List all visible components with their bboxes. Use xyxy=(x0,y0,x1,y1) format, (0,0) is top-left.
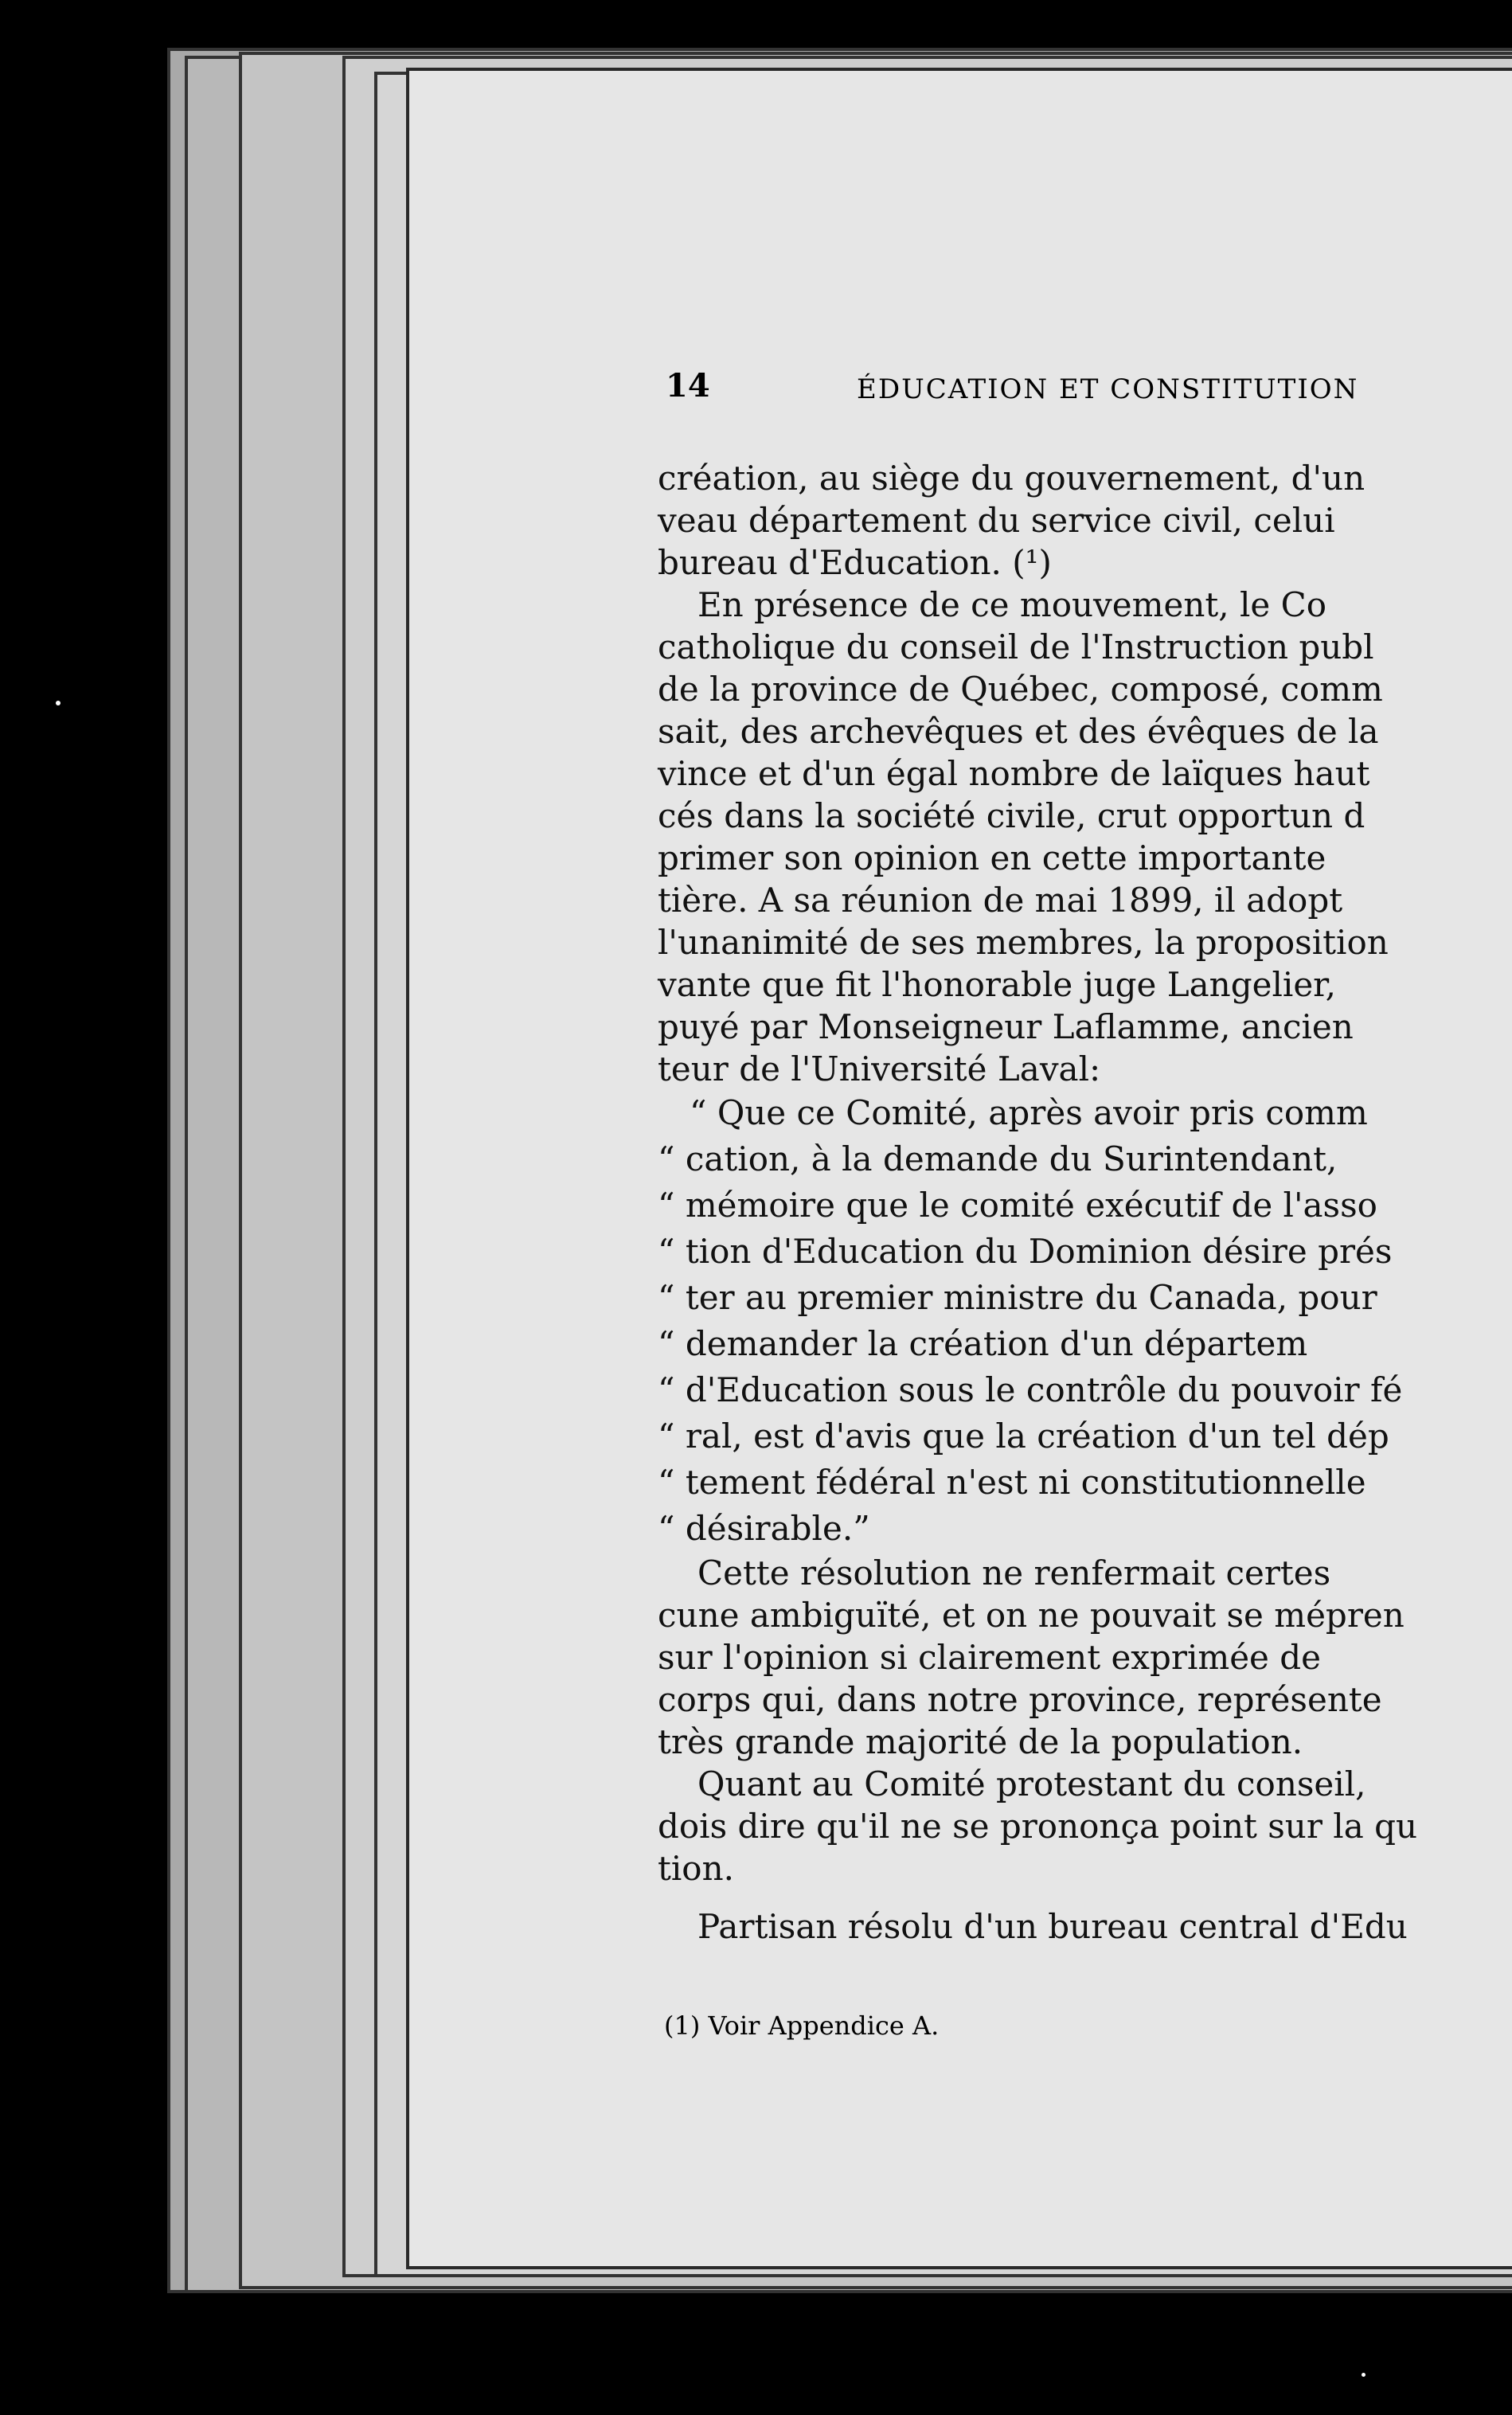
text-line: tion. xyxy=(658,1849,734,1888)
quote-line: “ cation, à la demande du Surintendant, xyxy=(658,1139,1338,1178)
quote-line: “ mémoire que le comité exécutif de l'asso xyxy=(658,1186,1377,1225)
quote-line: “ demander la création d'un départem xyxy=(658,1324,1308,1363)
text-line: bureau d'Education. (¹) xyxy=(658,543,1052,582)
text-line: de la province de Québec, composé, comm xyxy=(658,670,1383,709)
quote-line: “ d'Education sous le contrôle du pouvoir fé xyxy=(658,1370,1403,1409)
text-line: corps qui, dans notre province, représente xyxy=(658,1680,1382,1719)
quote-line: “ ral, est d'avis que la création d'un tel dép xyxy=(658,1417,1389,1456)
text-line: Cette résolution ne renfermait certes xyxy=(697,1553,1331,1592)
text-line: tière. A sa réunion de mai 1899, il adopt xyxy=(658,881,1343,920)
running-title: ÉDUCATION ET CONSTITUTION xyxy=(857,373,1359,405)
text-line: cune ambiguïté, et on ne pouvait se mépren xyxy=(658,1596,1405,1635)
text-line: création, au siège du gouvernement, d'un xyxy=(658,459,1365,498)
text-line: teur de l'Université Laval: xyxy=(658,1049,1101,1088)
text-line: sur l'opinion si clairement exprimée de xyxy=(658,1638,1322,1677)
quote-line: “ tion d'Education du Dominion désire prés xyxy=(658,1232,1393,1271)
text-line: En présence de ce mouvement, le Co xyxy=(697,585,1327,624)
quote-line: “ tement fédéral n'est ni constitutionnelle xyxy=(658,1463,1366,1502)
text-line: dois dire qu'il ne se prononça point sur la qu xyxy=(658,1807,1418,1846)
body-text xyxy=(658,457,1512,1948)
text-line: cés dans la société civile, crut opportun d xyxy=(658,796,1365,835)
scan-speck xyxy=(56,701,61,705)
text-line: vince et d'un égal nombre de laïques haut xyxy=(658,754,1370,793)
quote-line: “ Que ce Comité, après avoir pris comm xyxy=(690,1093,1368,1132)
text-line: très grande majorité de la population. xyxy=(658,1722,1303,1761)
text-line: veau département du service civil, celui xyxy=(658,501,1335,540)
text-line: vante que fit l'honorable juge Langelier, xyxy=(658,965,1336,1004)
text-line: sait, des archevêques et des évêques de la xyxy=(658,712,1379,751)
page-number: 14 xyxy=(666,367,710,404)
text-line: primer son opinion en cette importante xyxy=(658,838,1326,877)
text-line: Partisan résolu d'un bureau central d'Edu xyxy=(697,1907,1408,1946)
book-page xyxy=(406,68,1512,2269)
scan-speck xyxy=(1362,2373,1365,2377)
quote-line: “ désirable.” xyxy=(658,1509,870,1548)
text-line: catholique du conseil de l'Instruction publ xyxy=(658,627,1374,666)
text-line: Quant au Comité protestant du conseil, xyxy=(697,1764,1366,1803)
quote-line: “ ter au premier ministre du Canada, pour xyxy=(658,1278,1377,1317)
text-line: l'unanimité de ses membres, la proposition xyxy=(658,923,1389,962)
running-head xyxy=(666,367,1512,423)
text-line: puyé par Monseigneur Laflamme, ancien xyxy=(658,1007,1354,1046)
footnote: (1) Voir Appendice A. xyxy=(664,2011,940,2041)
